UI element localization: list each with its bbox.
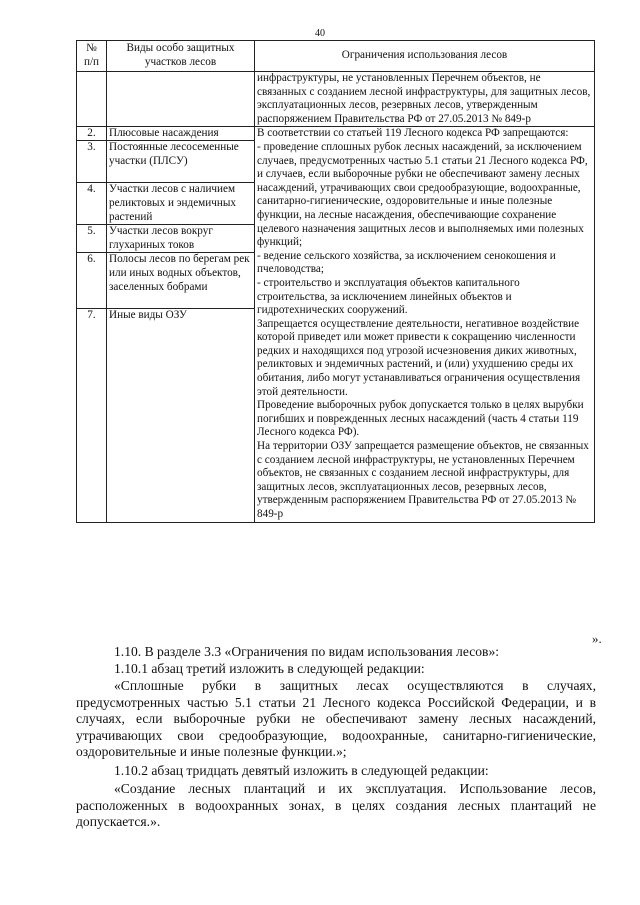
continuation-type-cell xyxy=(107,72,255,127)
header-type: Виды особо защитных участков лесов xyxy=(107,41,255,72)
paragraph-quote-1: «Сплошные рубки в защитных лесах осуществляются в случаях, предусмотренных частью 5.1 статьи 21 Лесного кодекса Российской Федерации, и в случаях, если выборочные рубки не обеспечивают замену лесных насаждений, утрачивающих свои средообразующие, водоохранные, санитарно-гигиенические, оздоровительные и иные полезные функции.»; xyxy=(76,678,596,759)
restrictions-text: В соответствии со статьей 119 Лесного кодекса РФ запрещаются: - проведение сплошных рубок лесных насаждений, за исключением случаев, предусмотренных частью 5.1 статьи 21 Лесного кодекса РФ, и случаев, если выборочные рубки не обеспечивают замену лесных насаждений, утрачивающих свои средообразующие, водоохранные, санитарно-гигиенические, оздоровительные и иные полезные функции, на лесные насаждения, обеспечивающие сохранение целевого назначения защитных лесов и выполняемых ими полезных функций; - ведение сельского хозяйства, за исключением сенокошения и пчеловодства; - строительство и эксплуатация объектов капитального строительства, за исключением линейных объектов и гидротехнических сооружений. Запрещается осуществление деятельности, негативное воздействие которой приведет или может привести к сокращению численности редких и находящихся под угрозой исчезновения диких животных, реликтовых и эндемичных растений, и (или) ухудшению среды их обитания, либо могут устанавливаться ограничения осуществления этой деятельности. Проведение выборочных рубок допускается только в целях вырубки погибших и поврежденных лесных насаждений (часть 4 статьи 119 Лесного кодекса РФ). На территории ОЗУ запрещается размещение объектов, не связанных с созданием лесной инфраструктуры, не установленных Перечнем объектов, не связанных с созданием лесной инфраструктуры, для защитных лесов, эксплуатационных лесов, резервных лесов, утвержденным распоряжением Правительства РФ от 27.05.2013 № 849-р xyxy=(255,127,595,522)
continuation-num-cell xyxy=(77,72,107,127)
row-num: 3. xyxy=(77,141,106,183)
row-num: 2. xyxy=(77,127,106,141)
header-restrictions: Ограничения использования лесов xyxy=(255,41,595,72)
restrictions-table xyxy=(76,40,595,523)
row-type: Плюсовые насаждения xyxy=(107,127,254,141)
closing-quote: ». xyxy=(592,631,602,646)
page-number: 40 xyxy=(315,28,325,39)
merged-row xyxy=(77,127,595,522)
table-header-row xyxy=(77,41,595,72)
row-num: 4. xyxy=(77,183,106,225)
row-type: Участки лесов с наличием реликтовых и эндемичных растений xyxy=(107,183,254,225)
row-type: Иные виды ОЗУ xyxy=(109,309,187,322)
row-type: Постоянные лесосеменные участки (ПЛСУ) xyxy=(107,141,254,183)
row-type: Полосы лесов по берегам рек или иных водных объектов, заселенных бобрами xyxy=(107,253,254,309)
row-num: 7. xyxy=(87,309,96,322)
paragraph-item-1-10-1: 1.10.1 абзац третий изложить в следующей редакции: xyxy=(114,661,425,676)
continuation-text: инфраструктуры, не установленных Перечнем объектов, не связанных с созданием лесной инфраструктуры, для защитных лесов, эксплуатационных лесов, резервных лесов, утвержденным распоряжением Правительства РФ от 27.05.2013 № 849-р xyxy=(255,72,595,127)
num-column xyxy=(77,127,107,522)
paragraph-quote-2: «Создание лесных плантаций и их эксплуатация. Использование лесов, расположенных в водоохранных зонах, в целях создания лесных плантаций не допускается.». xyxy=(76,781,596,829)
continuation-row xyxy=(77,72,595,127)
paragraph-section-title: 1.10. В разделе 3.3 «Ограничения по видам использования лесов»: xyxy=(114,644,500,659)
paragraph-item-1-10-2: 1.10.2 абзац тридцать девятый изложить в следующей редакции: xyxy=(114,763,489,778)
row-num: 5. xyxy=(77,225,106,253)
header-num: № п/п xyxy=(77,41,107,72)
row-num: 6. xyxy=(77,253,106,309)
type-column xyxy=(107,127,255,522)
row-type: Участки лесов вокруг глухариных токов xyxy=(107,225,254,253)
